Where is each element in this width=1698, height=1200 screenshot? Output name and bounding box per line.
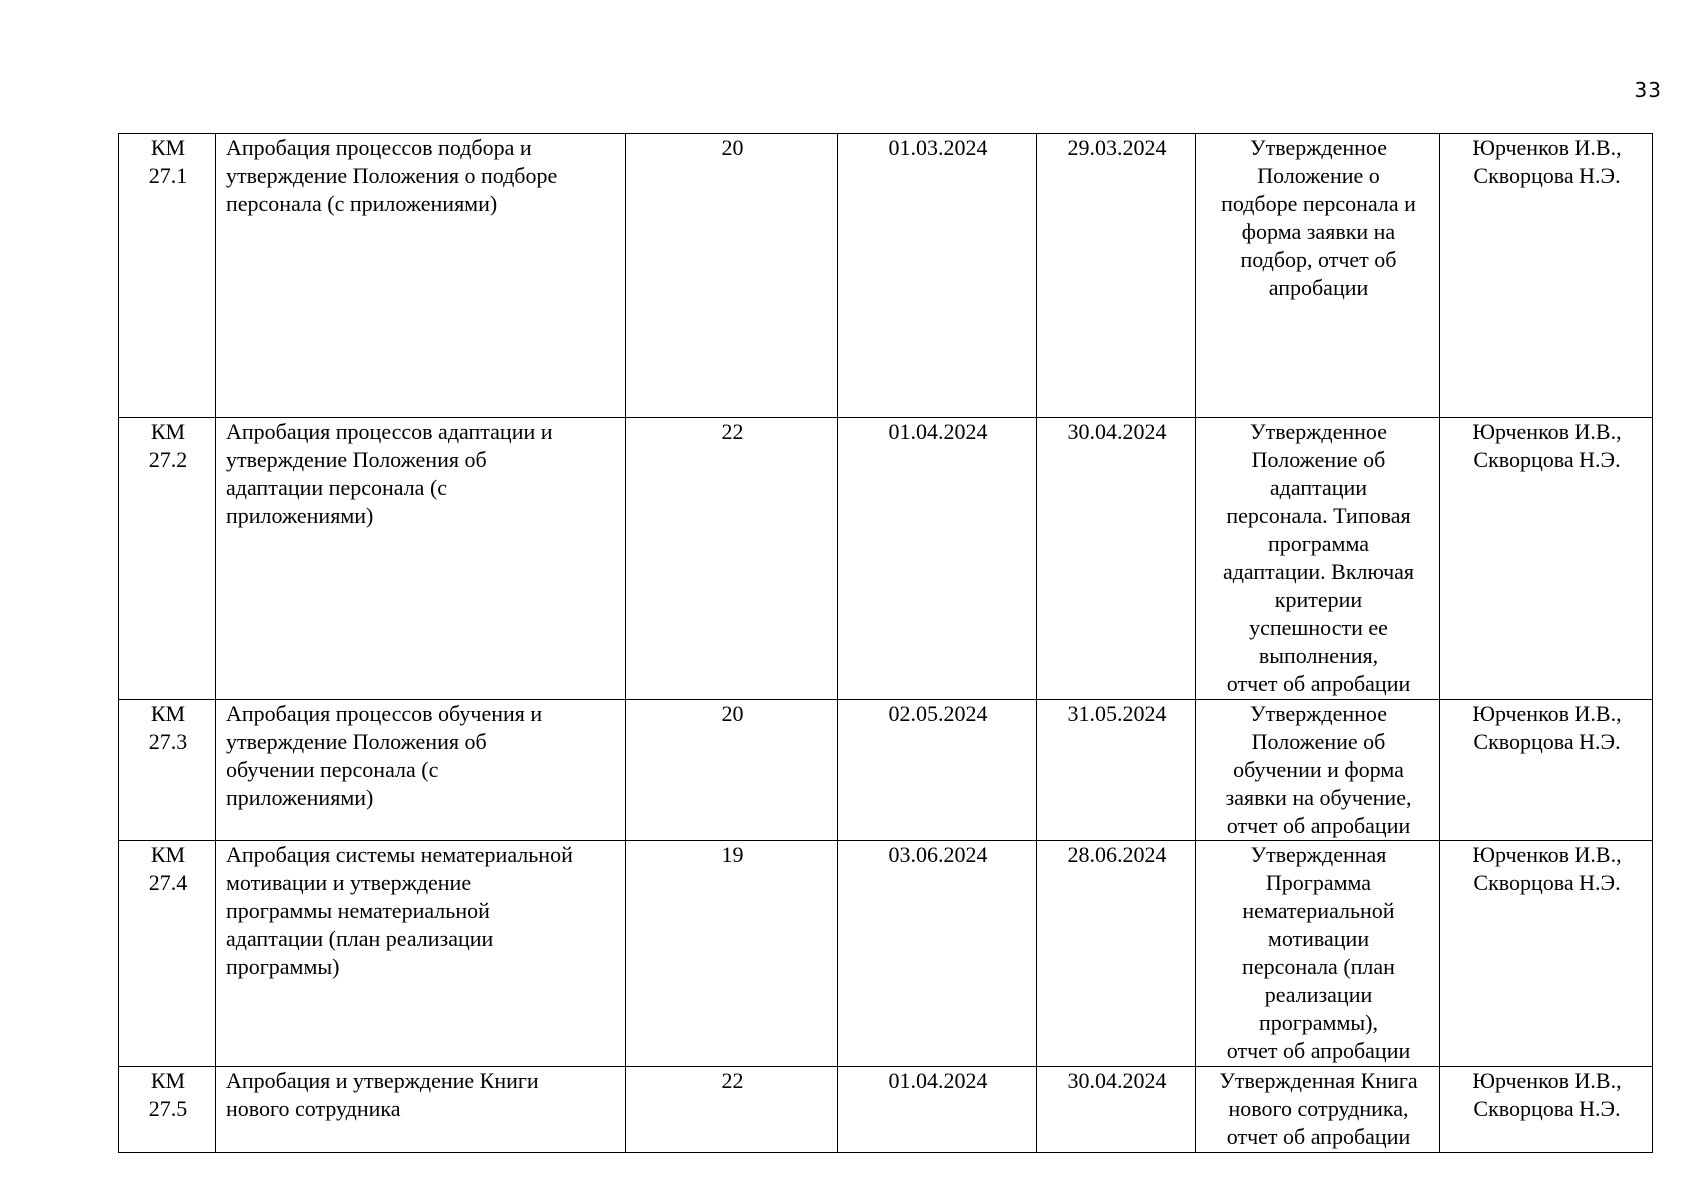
milestone-code-line: КМ [150, 842, 186, 867]
milestone-code-line: 27.5 [148, 1096, 188, 1121]
responsible-line: Юрченков И.В., [1472, 135, 1622, 160]
result-line: персонала. Типовая [1226, 503, 1411, 528]
end-date-cell [1037, 841, 1196, 1067]
start-date-cell [838, 1067, 1037, 1153]
duration-days-cell [626, 1067, 838, 1153]
result-line: апробации [1268, 275, 1369, 300]
result-line: отчет об апробации [1226, 671, 1411, 696]
milestone-code-line: 27.3 [148, 729, 188, 754]
milestone-code-line: КМ [150, 135, 186, 160]
responsible-cell [1440, 134, 1653, 418]
responsible-line: Юрченков И.В., [1472, 1068, 1622, 1093]
result-line: персонала (план [1242, 954, 1395, 979]
result-line: Утвержденная Книга [1219, 1068, 1418, 1093]
result-cell [1196, 134, 1440, 418]
start-date-value: 01.03.2024 [888, 135, 988, 160]
end-date-value: 29.03.2024 [1067, 135, 1167, 160]
result-line: отчет об апробации [1226, 813, 1411, 838]
milestone-name-line: утверждение Положения об [226, 729, 487, 754]
result-line: Утвержденное [1250, 701, 1387, 726]
result-line: нового сотрудника, [1228, 1096, 1409, 1121]
responsible-cell [1440, 1067, 1653, 1153]
result-line: Положение об [1251, 729, 1386, 754]
milestone-name-line: программы нематериальной [226, 898, 490, 923]
result-line: подбор, отчет об [1240, 247, 1397, 272]
result-line: успешности ее [1249, 615, 1388, 640]
milestone-name-line: утверждение Положения о подборе [226, 163, 558, 188]
result-cell [1196, 841, 1440, 1067]
milestone-code-line: 27.2 [148, 447, 188, 472]
plan-table-body [119, 134, 1653, 1153]
responsible-line: Скворцова Н.Э. [1473, 729, 1621, 754]
milestone-name-line: адаптации персонала (с [226, 475, 448, 500]
responsible-line: Скворцова Н.Э. [1473, 1096, 1621, 1121]
result-cell [1196, 1067, 1440, 1153]
end-date-value: 30.04.2024 [1067, 419, 1167, 444]
start-date-cell [838, 841, 1037, 1067]
result-cell [1196, 700, 1440, 841]
start-date-value: 03.06.2024 [888, 842, 988, 867]
result-line: Утвержденное [1250, 135, 1387, 160]
result-line: адаптации. Включая [1222, 559, 1415, 584]
milestone-name-line: адаптации (план реализации [226, 926, 494, 951]
duration-days-cell [626, 134, 838, 418]
duration-days-value: 22 [721, 419, 744, 444]
end-date-cell [1037, 134, 1196, 418]
duration-days-value: 20 [721, 135, 744, 160]
result-line: Положение о [1257, 163, 1380, 188]
result-line: реализации [1264, 982, 1373, 1007]
responsible-line: Скворцова Н.Э. [1473, 870, 1621, 895]
duration-days-value: 20 [721, 701, 744, 726]
responsible-line: Скворцова Н.Э. [1473, 163, 1621, 188]
result-line: программа [1267, 531, 1370, 556]
result-line: Утвержденная [1250, 842, 1387, 867]
result-line: программы), [1258, 1010, 1378, 1035]
start-date-value: 01.04.2024 [888, 1068, 988, 1093]
responsible-line: Юрченков И.В., [1472, 419, 1622, 444]
result-cell [1196, 418, 1440, 700]
page-number: 33 [1634, 78, 1662, 102]
table-row [119, 841, 1653, 1067]
milestone-name-line: нового сотрудника [226, 1096, 401, 1121]
milestone-name-line: приложениями) [226, 503, 374, 528]
end-date-cell [1037, 700, 1196, 841]
milestone-name-cell [216, 700, 626, 841]
milestone-name-line: Апробация процессов адаптации и [226, 419, 553, 444]
milestone-name-line: приложениями) [226, 785, 374, 810]
duration-days-value: 22 [721, 1068, 744, 1093]
result-line: мотивации [1267, 926, 1370, 951]
responsible-line: Юрченков И.В., [1472, 701, 1622, 726]
milestone-name-line: Апробация процессов подбора и [226, 135, 532, 160]
milestone-code-cell [119, 841, 216, 1067]
end-date-cell [1037, 1067, 1196, 1153]
duration-days-cell [626, 841, 838, 1067]
table-row [119, 134, 1653, 418]
milestone-name-cell [216, 418, 626, 700]
milestone-name-cell [216, 134, 626, 418]
end-date-value: 30.04.2024 [1067, 1068, 1167, 1093]
duration-days-value: 19 [721, 842, 744, 867]
milestone-code-line: 27.1 [148, 163, 188, 188]
milestone-name-line: персонала (с приложениями) [226, 191, 498, 216]
milestone-code-cell [119, 700, 216, 841]
responsible-cell [1440, 841, 1653, 1067]
result-line: подборе персонала и [1221, 191, 1416, 216]
milestone-code-line: КМ [150, 419, 186, 444]
result-line: обучении и форма [1233, 757, 1404, 782]
milestone-code-line: 27.4 [148, 870, 188, 895]
result-line: адаптации [1269, 475, 1368, 500]
result-line: критерии [1274, 587, 1363, 612]
end-date-value: 31.05.2024 [1067, 701, 1167, 726]
table-row [119, 418, 1653, 700]
milestone-name-line: обучении персонала (с [226, 757, 439, 782]
milestone-code-cell [119, 134, 216, 418]
responsible-cell [1440, 418, 1653, 700]
end-date-cell [1037, 418, 1196, 700]
result-line: заявки на обучение, [1225, 785, 1412, 810]
result-line: отчет об апробации [1226, 1038, 1411, 1063]
result-line: Программа [1265, 870, 1372, 895]
milestone-code-line: КМ [150, 1068, 186, 1093]
milestone-name-line: Апробация процессов обучения и [226, 701, 543, 726]
plan-table [118, 133, 1653, 1153]
end-date-value: 28.06.2024 [1067, 842, 1167, 867]
result-line: Утвержденное [1250, 419, 1387, 444]
result-line: Положение об [1251, 447, 1386, 472]
milestone-name-line: Апробация и утверждение Книги [226, 1068, 539, 1093]
start-date-cell [838, 418, 1037, 700]
table-row [119, 1067, 1653, 1153]
start-date-value: 01.04.2024 [888, 419, 988, 444]
start-date-cell [838, 700, 1037, 841]
responsible-line: Скворцова Н.Э. [1473, 447, 1621, 472]
duration-days-cell [626, 700, 838, 841]
milestone-name-cell [216, 1067, 626, 1153]
start-date-cell [838, 134, 1037, 418]
milestone-name-line: программы) [226, 954, 340, 979]
result-line: форма заявки на [1241, 219, 1396, 244]
milestone-name-line: Апробация системы нематериальной [226, 842, 573, 867]
milestone-name-line: мотивации и утверждение [226, 870, 472, 895]
responsible-cell [1440, 700, 1653, 841]
milestone-name-cell [216, 841, 626, 1067]
milestone-code-cell [119, 418, 216, 700]
milestone-name-line: утверждение Положения об [226, 447, 487, 472]
milestone-code-cell [119, 1067, 216, 1153]
milestone-code-line: КМ [150, 701, 186, 726]
table-row [119, 700, 1653, 841]
result-line: выполнения, [1258, 643, 1379, 668]
duration-days-cell [626, 418, 838, 700]
start-date-value: 02.05.2024 [888, 701, 988, 726]
responsible-line: Юрченков И.В., [1472, 842, 1622, 867]
result-line: нематериальной [1242, 898, 1395, 923]
result-line: отчет об апробации [1226, 1124, 1411, 1149]
